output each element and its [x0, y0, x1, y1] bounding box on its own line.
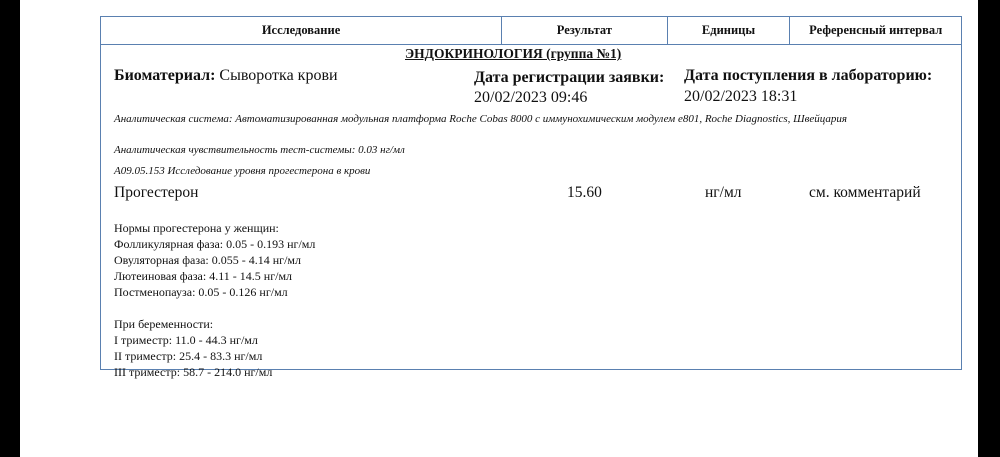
result-name: Прогестерон [114, 184, 199, 201]
list-item: Овуляторная фаза: 0.055 - 4.14 нг/мл [114, 253, 302, 267]
biomaterial-label: Биоматериал: [114, 67, 216, 84]
biomaterial [114, 67, 338, 85]
result-value: 15.60 [567, 184, 602, 201]
header-units: Единицы [668, 17, 791, 44]
women-norms-title: Нормы прогестерона у женщин: [114, 221, 279, 235]
document-page [20, 0, 978, 457]
list-item: Фолликулярная фаза: 0.05 - 0.193 нг/мл [114, 237, 316, 251]
pregnancy-title: При беременности: [114, 317, 214, 331]
list-item: Лютеиновая фаза: 4.11 - 14.5 нг/мл [114, 269, 293, 283]
list-item: Постменопауза: 0.05 - 0.126 нг/мл [114, 285, 288, 299]
lab-arrival-value: 20/02/2023 18:31 [684, 88, 798, 105]
list-item: I триместр: 11.0 - 44.3 нг/мл [114, 333, 258, 347]
lab-report [100, 16, 962, 379]
result-reference: см. комментарий [809, 184, 921, 201]
spacer [114, 300, 315, 316]
sensitivity: Аналитическая чувствительность тест-системы: 0.03 нг/мл [114, 144, 405, 156]
header-study: Исследование [101, 17, 502, 44]
header-reference: Референсный интервал [809, 23, 943, 37]
reference-notes [114, 220, 315, 380]
analytic-system: Аналитическая система: Автоматизированная модульная платформа Roche Cobas 8000 с иммунохимическим модулем e801, Roche Diagnostics, Швейцария [114, 113, 847, 125]
registration-date-label: Дата регистрации заявки: [474, 69, 665, 86]
list-item: III триместр: 58.7 - 214.0 нг/мл [114, 365, 273, 379]
result-units: нг/мл [705, 184, 742, 201]
registration-date-value: 20/02/2023 09:46 [474, 89, 588, 106]
section-title: ЭНДОКРИНОЛОГИЯ (группа №1) [405, 46, 622, 61]
lab-arrival-label: Дата поступления в лабораторию: [684, 67, 933, 84]
list-item: II триместр: 25.4 - 83.3 нг/мл [114, 349, 263, 363]
biomaterial-value: Сыворотка крови [219, 67, 338, 84]
header-result: Результат [502, 17, 668, 44]
test-code: А09.05.153 Исследование уровня прогестерона в крови [114, 165, 371, 177]
table-header [101, 17, 961, 45]
